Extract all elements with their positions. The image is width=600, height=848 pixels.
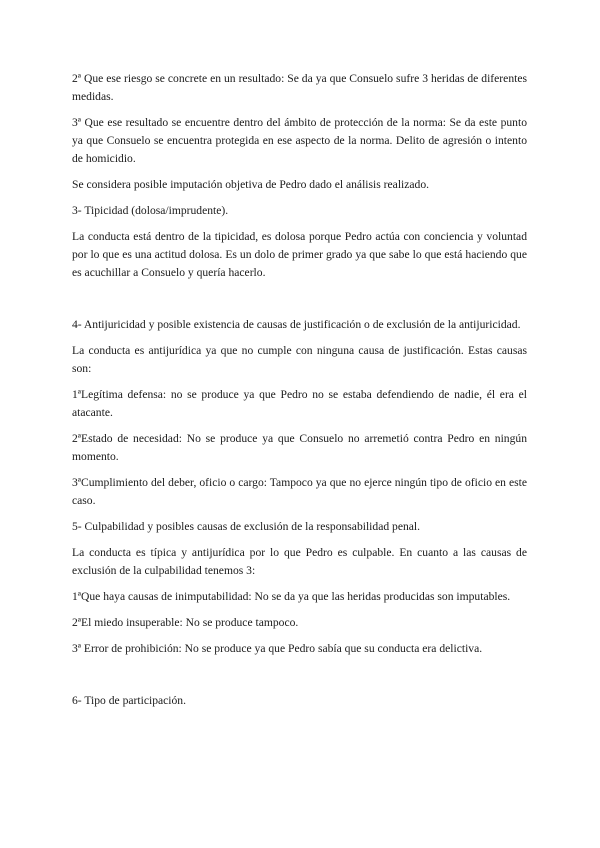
paragraph-third-requirement: 3ª Que ese resultado se encuentre dentro del ámbito de protección de la norma: Se da este punto ya que Consuelo se encuentra protegida en ese aspecto de la norma. Delito de agresión o intento de homicidio. bbox=[72, 116, 527, 165]
paragraph-legitima-defensa: 1ªLegítima defensa: no se produce ya que Pedro no se estaba defendiendo de nadie, él era el atacante. bbox=[72, 388, 527, 419]
section-heading-participacion: 6- Tipo de participación. bbox=[72, 694, 186, 707]
section-heading-tipicidad: 3- Tipicidad (dolosa/imprudente). bbox=[72, 204, 229, 217]
paragraph-imputation-conclusion: Se considera posible imputación objetiva de Pedro dado el análisis realizado. bbox=[72, 178, 430, 191]
paragraph-inimputabilidad: 1ªQue haya causas de inimputabilidad: No se da ya que las heridas producidas son imputables. bbox=[72, 590, 511, 603]
paragraph-cumplimiento-deber: 3ªCumplimiento del deber, oficio o cargo: Tampoco ya que no ejerce ningún tipo de oficio en este caso. bbox=[72, 476, 527, 507]
paragraph-culpabilidad: La conducta es típica y antijurídica por lo que Pedro es culpable. En cuanto a las causas de exclusión de la culpabilidad tenemos 3: bbox=[72, 546, 527, 577]
section-heading-antijuricidad: 4- Antijuricidad y posible existencia de causas de justificación o de exclusión de la antijuricidad. bbox=[72, 318, 521, 331]
paragraph-miedo-insuperable: 2ªEl miedo insuperable: No se produce tampoco. bbox=[72, 616, 299, 629]
paragraph-tipicidad: La conducta está dentro de la tipicidad, es dolosa porque Pedro actúa con conciencia y voluntad por lo que es una actitud dolosa. Es un dolo de primer grado ya que sabe lo que está haciendo que es acuchillar a Consuelo y quería hacerlo. bbox=[72, 230, 527, 279]
paragraph-antijuricidad: La conducta es antijurídica ya que no cumple con ninguna causa de justificación. Estas causas son: bbox=[72, 344, 527, 375]
paragraph-error-prohibicion: 3ª Error de prohibición: No se produce ya que Pedro sabía que su conducta era delictiva. bbox=[72, 642, 483, 655]
document-page bbox=[72, 70, 527, 710]
section-heading-culpabilidad: 5- Culpabilidad y posibles causas de exclusión de la responsabilidad penal. bbox=[72, 520, 421, 533]
paragraph-estado-necesidad: 2ªEstado de necesidad: No se produce ya que Consuelo no arremetió contra Pedro en ningún momento. bbox=[72, 432, 527, 463]
paragraph-second-requirement: 2ª Que ese riesgo se concrete en un resultado: Se da ya que Consuelo sufre 3 heridas de diferentes medidas. bbox=[72, 72, 527, 103]
